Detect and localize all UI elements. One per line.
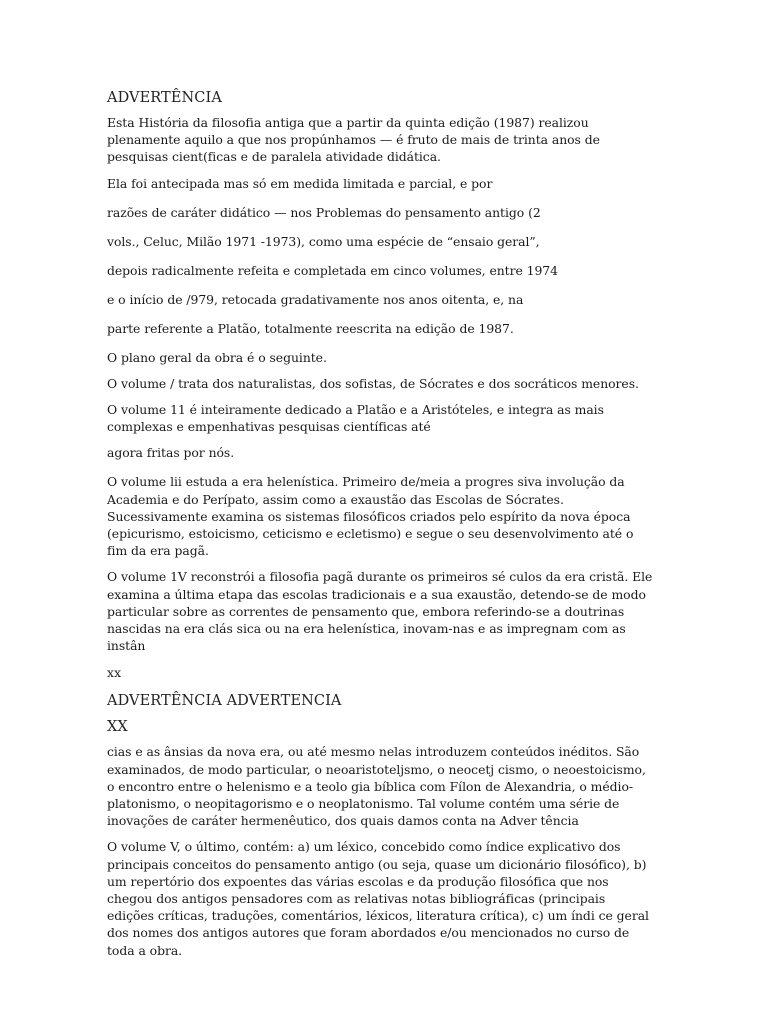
paragraph-volume-2: O volume 11 é inteiramente dedicado a Platão e a Aristóteles, e integra as mais complexas e empenhativas pesquisas científicas até bbox=[107, 402, 604, 435]
paragraph-line: razões de caráter didático — nos Problemas do pensamento antigo (2 bbox=[107, 204, 541, 220]
paragraph-line: agora fritas por nós. bbox=[107, 445, 235, 461]
paragraph-volume-5: O volume V, o último, contém: a) um léxico, concebido como índice explicativo dos principais conceitos do pensamento antigo (ou seja, quase um dicionário filosófico), b) um repertório dos expoentes das várias escolas e da produção filosófica que nos chegou dos antigos pensadores com as relativas notas bibliográficas (principais edições críticas, traduções, comentários, léxicos, literatura crítica), c) um índi ce geral dos nomes dos antigos autores que foram abordados e/ou mencionados no curso de toda a obra. bbox=[107, 839, 649, 958]
paragraph-volume-1: O volume / trata dos naturalistas, dos sofistas, de Sócrates e dos socráticos menores. bbox=[107, 375, 639, 391]
paragraph-line: depois radicalmente refeita e completada em cinco volumes, entre 1974 bbox=[107, 262, 558, 278]
running-header: ADVERTÊNCIA ADVERTENCIA bbox=[107, 693, 342, 710]
page-number: XX bbox=[107, 719, 128, 736]
document-page bbox=[107, 88, 655, 968]
paragraph-line: parte referente a Platão, totalmente reescrita na edição de 1987. bbox=[107, 320, 514, 336]
paragraph-plan: O plano geral da obra é o seguinte. bbox=[107, 349, 327, 365]
paragraph-volume-4: O volume 1V reconstrói a filosofia pagã durante os primeiros sé culos da era cristã. Ele examina a última etapa das escolas tradicionais e a sua exaustão, detendo-se de modo particular sobre as correntes de pensamento que, embora referindo-se a doutrinas nascidas na era clás sica ou na era helenística, inovam-nas e as impregnam com as instân bbox=[107, 569, 653, 654]
page-title: ADVERTÊNCIA bbox=[107, 90, 222, 106]
paragraph-line: e o início de /979, retocada gradativamente nos anos oitenta, e, na bbox=[107, 291, 524, 307]
paragraph-line: vols., Celuc, Milão 1971 -1973), como uma espécie de “ensaio geral”, bbox=[107, 233, 540, 249]
paragraph-volume-3: O volume lii estuda a era helenística. Primeiro de/meia a progres siva involução da Academia e do Perípato, assim como a exaustão das Escolas de Sócrates. Sucessivamente examina os sistemas filosóficos criados pelo espírito da nova época (epicurismo, estoicismo, ceticismo e ecletismo) e segue o seu desenvolvimento até o fim da era pagã. bbox=[107, 474, 634, 559]
page-marker: xx bbox=[107, 665, 122, 681]
paragraph-intro: Esta História da filosofia antiga que a partir da quinta edição (1987) realizou plenamente aquilo a que nos propúnhamos — é fruto de mais de trinta anos de pesquisas cient(ficas e de paralela atividade didática. bbox=[107, 115, 600, 165]
paragraph-volume-4-cont: cias e as ânsias da nova era, ou até mesmo nelas introduzem conteúdos inéditos. São examinados, de modo particular, o neoaristoteljsmo, o neocetj cismo, o neoestoicismo, o encontro entre o helenismo e a teolo gia bíblica com Fílon de Alexandria, o médio-platonismo, o neopitagorismo e o neoplatonismo. Tal volume contém uma série de inovações de caráter hermenêutico, dos quais damos conta na Adver tência bbox=[107, 744, 646, 829]
paragraph-line: Ela foi antecipada mas só em medida limitada e parcial, e por bbox=[107, 175, 493, 191]
